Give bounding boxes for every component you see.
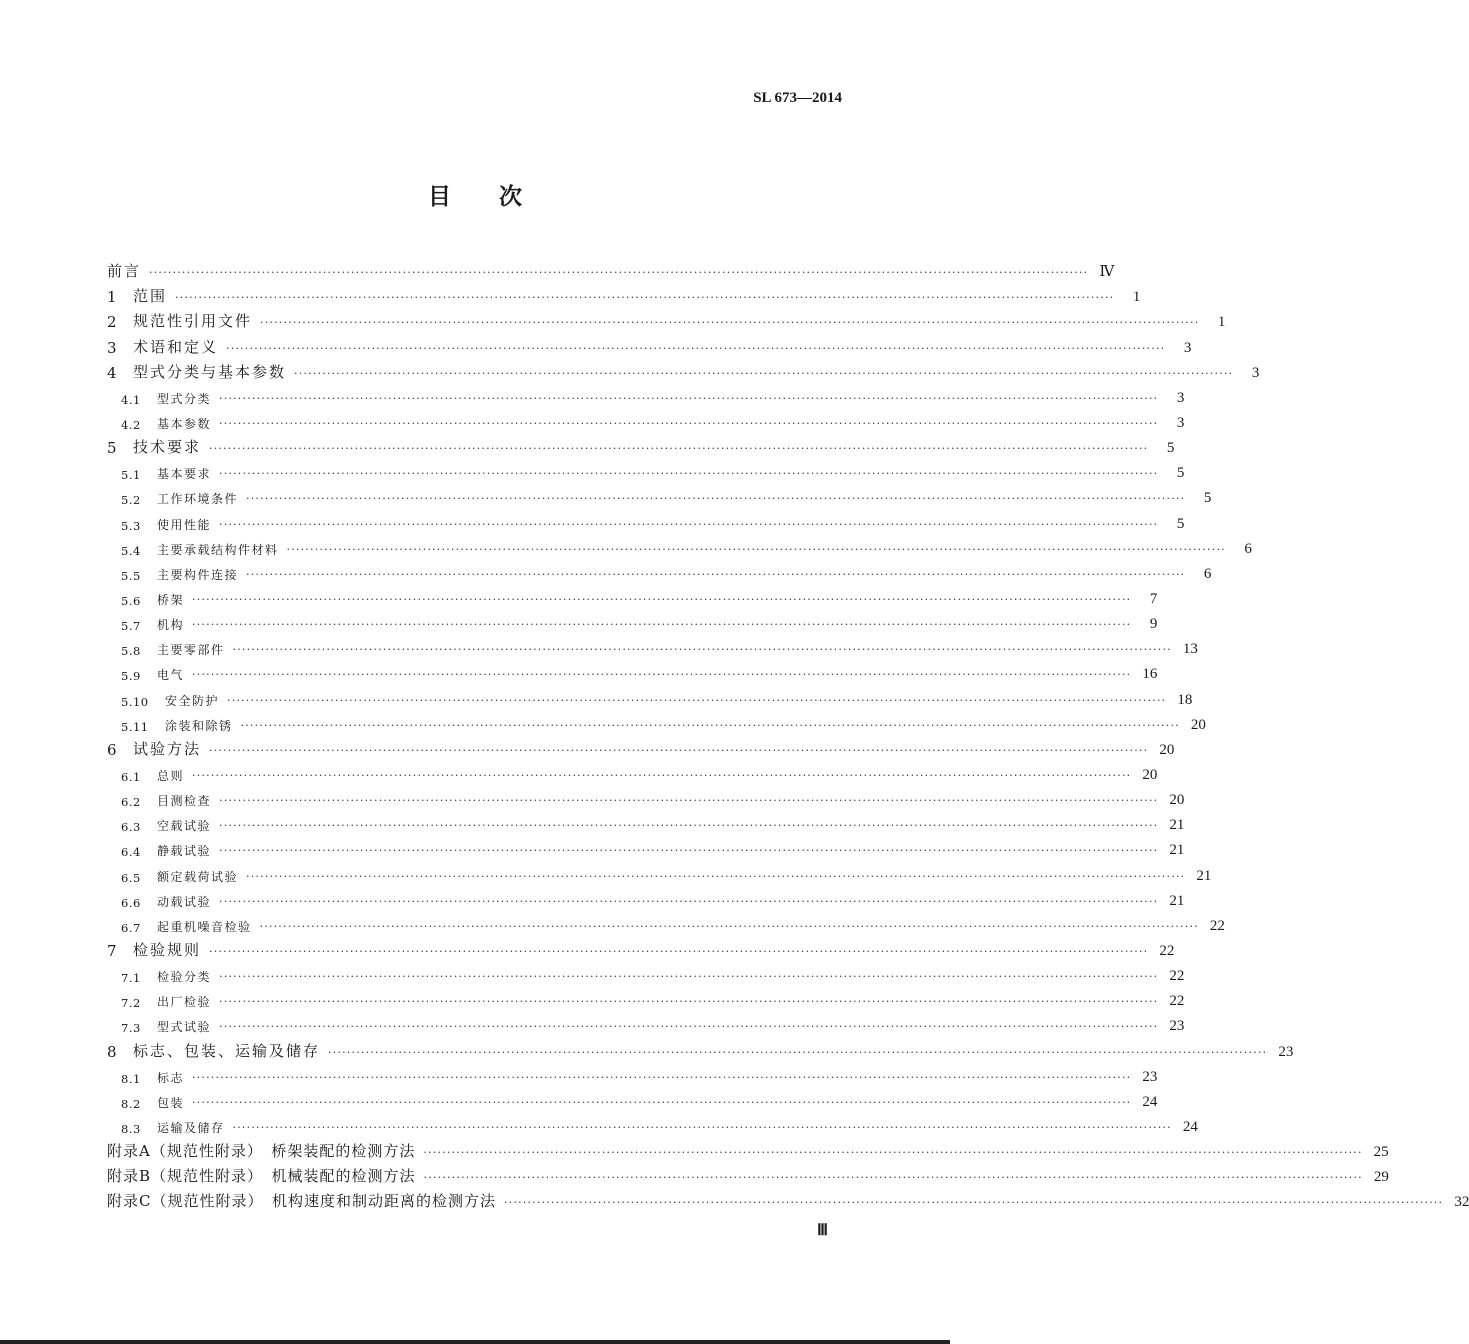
toc-entry-page: 22 <box>1169 968 1185 985</box>
dot-leader: ········································································································································································································ <box>219 995 1159 1009</box>
toc-entry[interactable] <box>107 985 1185 1011</box>
toc-entry-title: 静载试验 <box>157 844 212 859</box>
page-number: Ⅲ <box>816 1222 828 1239</box>
toc-entry-title: 术语和定义 <box>133 337 219 356</box>
toc-entry[interactable] <box>107 507 1185 533</box>
toc-entry[interactable] <box>107 1035 1294 1061</box>
dot-leader: ········································································································································································································ <box>246 492 1186 506</box>
toc-entry-number: 6.1 <box>121 769 141 784</box>
toc-entry-page: 5 <box>1203 490 1212 507</box>
toc-entry-title: 运输及储存 <box>157 1120 225 1135</box>
toc-entry-number: 8.2 <box>121 1096 141 1111</box>
toc-entry-number: 6.2 <box>121 795 141 810</box>
toc-entry[interactable] <box>107 910 1225 935</box>
toc-entry-number: 6.4 <box>121 845 141 860</box>
toc-entry-number: 6.6 <box>121 895 141 910</box>
toc-entry[interactable] <box>107 1161 1389 1186</box>
toc-entry-title: 总则 <box>157 768 185 783</box>
toc-entry-page: Ⅳ <box>1099 264 1115 281</box>
toc-entry-title: 出厂检验 <box>157 995 212 1010</box>
toc-entry[interactable] <box>107 533 1252 558</box>
table-of-contents <box>107 256 1469 1211</box>
toc-entry[interactable] <box>107 683 1193 709</box>
toc-entry-number: 5.4 <box>121 543 141 558</box>
toc-entry[interactable] <box>107 784 1185 810</box>
toc-entry-page: 20 <box>1142 766 1158 783</box>
toc-entry-number: 5.9 <box>121 669 141 684</box>
toc-entry-title: 主要零部件 <box>157 643 225 658</box>
toc-entry-page: 20 <box>1169 792 1185 809</box>
toc-entry-title: 工作环境条件 <box>157 492 239 507</box>
toc-entry-number: 5 <box>107 439 117 458</box>
toc-entry-title: 标志、包装、运输及储存 <box>133 1041 321 1060</box>
toc-entry-page: 22 <box>1169 993 1185 1010</box>
toc-entry-number: 6 <box>107 740 117 759</box>
dot-leader: ········································································································································································································ <box>219 391 1159 405</box>
toc-entry-number: 4.2 <box>121 417 141 432</box>
toc-entry[interactable] <box>107 1061 1158 1086</box>
toc-entry-title: 技术要求 <box>133 438 202 457</box>
dot-leader: ········································································································································································································ <box>286 542 1226 556</box>
toc-entry[interactable] <box>107 809 1185 835</box>
toc-entry-page: 9 <box>1149 616 1158 633</box>
dot-leader: ········································································································································································································ <box>328 1045 1268 1059</box>
toc-entry-page: 25 <box>1373 1144 1389 1161</box>
toc-entry-page: 23 <box>1278 1043 1294 1060</box>
toc-entry-number: 8.1 <box>121 1071 141 1086</box>
standard-code: SL 673—2014 <box>753 90 842 106</box>
toc-entry-number: 7.1 <box>121 971 141 986</box>
toc-entry-title: 主要构件连接 <box>157 567 239 582</box>
dot-leader: ········································································································································································································ <box>192 1095 1132 1109</box>
toc-entry-page: 21 <box>1169 842 1185 859</box>
toc-entry-title: 附录C（规范性附录） 机构速度和制动距离的检测方法 <box>107 1192 496 1211</box>
toc-entry[interactable] <box>107 558 1212 583</box>
toc-entry-title: 试验方法 <box>133 739 202 758</box>
toc-entry[interactable] <box>107 734 1175 759</box>
toc-entry[interactable] <box>107 457 1185 483</box>
toc-entry-page: 1 <box>1132 289 1141 306</box>
dot-leader: ········································································································································································································ <box>149 266 1089 280</box>
dot-leader: ········································································································································································································ <box>240 718 1180 732</box>
dot-leader: ········································································································································································································ <box>209 944 1149 958</box>
toc-entry[interactable] <box>107 331 1192 357</box>
toc-entry[interactable] <box>107 357 1260 382</box>
toc-entry-page: 16 <box>1142 666 1158 683</box>
toc-entry[interactable] <box>107 281 1141 307</box>
toc-entry-title: 包装 <box>157 1095 185 1110</box>
dot-leader: ········································································································································································································ <box>219 467 1159 481</box>
dot-leader: ········································································································································································································ <box>219 894 1159 908</box>
toc-entry-title: 空载试验 <box>157 819 212 834</box>
toc-entry-page: 23 <box>1169 1018 1185 1035</box>
toc-entry-title: 基本要求 <box>157 467 212 482</box>
toc-entry[interactable] <box>107 432 1175 458</box>
toc-entry[interactable] <box>107 859 1212 885</box>
toc-entry[interactable] <box>107 1186 1469 1211</box>
toc-entry[interactable] <box>107 658 1158 684</box>
toc-entry-page: 3 <box>1183 339 1192 356</box>
dot-leader: ········································································································································································································ <box>503 1196 1444 1210</box>
toc-entry-title: 涂装和除锈 <box>165 718 233 733</box>
dot-leader: ········································································································································································································ <box>219 819 1159 833</box>
toc-entry-title: 型式分类与基本参数 <box>133 362 287 381</box>
toc-entry-title: 机构 <box>157 618 185 633</box>
toc-entry-number: 5.2 <box>121 493 141 508</box>
toc-entry-number: 5.3 <box>121 518 141 533</box>
toc-entry-page: 20 <box>1190 716 1206 733</box>
toc-entry-title: 附录A（规范性附录） 桥架装配的检测方法 <box>107 1142 416 1161</box>
dot-leader: ········································································································································································································ <box>423 1171 1363 1185</box>
toc-entry-number: 7.2 <box>121 996 141 1011</box>
toc-entry[interactable] <box>107 834 1185 860</box>
toc-entry-page: 29 <box>1373 1169 1389 1186</box>
dot-leader: ········································································································································································································ <box>219 844 1159 858</box>
toc-entry-page: 3 <box>1176 389 1185 406</box>
dot-leader: ········································································································································································································ <box>219 416 1159 430</box>
toc-entry-title: 范围 <box>133 287 168 306</box>
dot-leader: ········································································································································································································ <box>219 517 1159 531</box>
toc-entry-page: 13 <box>1182 641 1198 658</box>
toc-entry-title: 规范性引用文件 <box>133 312 253 331</box>
toc-entry-number: 1 <box>107 288 117 307</box>
dot-leader: ········································································································································································································ <box>219 970 1159 984</box>
dot-leader: ········································································································································································································ <box>294 366 1234 380</box>
toc-entry[interactable] <box>107 306 1226 332</box>
toc-entry[interactable] <box>107 608 1158 634</box>
toc-entry-number: 5.8 <box>121 644 141 659</box>
toc-entry-title: 型式分类 <box>157 391 212 406</box>
toc-entry-number: 6.3 <box>121 820 141 835</box>
toc-entry[interactable] <box>107 382 1185 407</box>
toc-entry[interactable] <box>107 1111 1198 1136</box>
toc-entry-number: 8.3 <box>121 1121 141 1136</box>
toc-entry[interactable] <box>107 709 1206 734</box>
toc-entry[interactable] <box>107 256 1115 281</box>
dot-leader: ········································································································································································································ <box>209 743 1149 757</box>
toc-entry-number: 5.11 <box>121 719 149 734</box>
dot-leader: ········································································································································································································ <box>227 693 1167 707</box>
toc-entry-title: 使用性能 <box>157 517 212 532</box>
dot-leader: ········································································································································································································ <box>260 316 1200 330</box>
dot-leader: ········································································································································································································ <box>232 1120 1172 1134</box>
dot-leader: ········································································································································································································ <box>219 794 1159 808</box>
toc-entry-page: 32 <box>1454 1194 1469 1211</box>
toc-entry-page: 24 <box>1142 1093 1158 1110</box>
toc-entry-page: 5 <box>1166 440 1175 457</box>
dot-leader: ········································································································································································································ <box>192 768 1132 782</box>
toc-entry-title: 标志 <box>157 1070 185 1085</box>
toc-entry-page: 21 <box>1169 892 1185 909</box>
dot-leader: ········································································································································································································ <box>209 442 1149 456</box>
dot-leader: ········································································································································································································ <box>423 1146 1363 1160</box>
toc-entry-number: 5.6 <box>121 593 141 608</box>
toc-entry-title: 目测检查 <box>157 794 212 809</box>
toc-entry-page: 24 <box>1182 1118 1198 1135</box>
toc-entry-number: 5.7 <box>121 619 141 634</box>
toc-entry[interactable] <box>107 1136 1389 1161</box>
toc-entry-title: 检验规则 <box>133 940 202 959</box>
toc-entry[interactable] <box>107 960 1185 986</box>
toc-entry-page: 23 <box>1142 1068 1158 1085</box>
toc-entry-number: 7 <box>107 941 117 960</box>
toc-entry-page: 3 <box>1176 414 1185 431</box>
dot-leader: ········································································································································································································ <box>192 618 1132 632</box>
toc-entry-page: 22 <box>1209 917 1225 934</box>
toc-entry[interactable] <box>107 583 1158 608</box>
toc-entry-number: 5.1 <box>121 468 141 483</box>
toc-entry-number: 2 <box>107 313 117 332</box>
toc-entry-page: 18 <box>1177 691 1193 708</box>
dot-leader: ········································································································································································································ <box>259 919 1199 933</box>
toc-entry-page: 6 <box>1203 565 1212 582</box>
toc-entry-page: 6 <box>1244 540 1252 557</box>
dot-leader: ········································································································································································································ <box>192 592 1132 606</box>
toc-entry-title: 动载试验 <box>157 894 212 909</box>
toc-entry-page: 7 <box>1149 590 1158 607</box>
toc-entry-title: 额定载荷试验 <box>157 869 239 884</box>
toc-entry-page: 5 <box>1176 465 1185 482</box>
toc-entry-title: 桥架 <box>157 592 185 607</box>
toc-entry-title: 主要承载结构件材料 <box>157 542 279 557</box>
toc-entry-number: 4.1 <box>121 392 141 407</box>
toc-entry[interactable] <box>107 1010 1185 1036</box>
toc-entry-number: 5.5 <box>121 568 141 583</box>
toc-entry-title: 附录B（规范性附录） 机械装配的检测方法 <box>107 1167 416 1186</box>
toc-entry[interactable] <box>107 633 1198 659</box>
toc-entry-number: 5.10 <box>121 694 149 709</box>
dot-leader: ········································································································································································································ <box>246 869 1186 883</box>
toc-entry-title: 安全防护 <box>165 693 220 708</box>
toc-entry[interactable] <box>107 885 1185 910</box>
dot-leader: ········································································································································································································ <box>175 291 1115 305</box>
toc-entry-number: 6.7 <box>121 920 141 935</box>
toc-entry-number: 3 <box>107 338 117 357</box>
toc-entry[interactable] <box>107 759 1158 784</box>
toc-entry-page: 5 <box>1176 515 1185 532</box>
toc-entry-title: 前言 <box>107 262 142 281</box>
toc-entry-page: 1 <box>1217 314 1226 331</box>
dot-leader: ········································································································································································································ <box>246 567 1186 581</box>
toc-entry-page: 3 <box>1251 364 1260 381</box>
toc-entry[interactable] <box>107 482 1212 508</box>
toc-entry-page: 22 <box>1159 942 1175 959</box>
toc-entry-number: 8 <box>107 1042 117 1061</box>
toc-entry-title: 基本参数 <box>157 416 212 431</box>
toc-entry-page: 21 <box>1169 817 1185 834</box>
toc-entry-page: 21 <box>1196 867 1212 884</box>
toc-entry[interactable] <box>107 935 1175 960</box>
dot-leader: ········································································································································································································ <box>192 668 1132 682</box>
dot-leader: ········································································································································································································ <box>226 341 1166 355</box>
toc-entry[interactable] <box>107 1086 1158 1111</box>
toc-entry-title: 检验分类 <box>157 970 212 985</box>
toc-entry-title: 起重机噪音检验 <box>157 919 252 934</box>
toc-entry[interactable] <box>107 407 1185 432</box>
dot-leader: ········································································································································································································ <box>219 1020 1159 1034</box>
bottom-border <box>0 1340 950 1344</box>
dot-leader: ········································································································································································································ <box>232 643 1172 657</box>
toc-entry-title: 电气 <box>157 668 185 683</box>
toc-entry-page: 20 <box>1159 741 1175 758</box>
toc-entry-title: 型式试验 <box>157 1020 212 1035</box>
dot-leader: ········································································································································································································ <box>192 1070 1132 1084</box>
toc-entry-number: 6.5 <box>121 870 141 885</box>
toc-entry-number: 7.3 <box>121 1021 141 1036</box>
toc-entry-number: 4 <box>107 363 117 382</box>
page-title: 目次 <box>428 183 570 210</box>
